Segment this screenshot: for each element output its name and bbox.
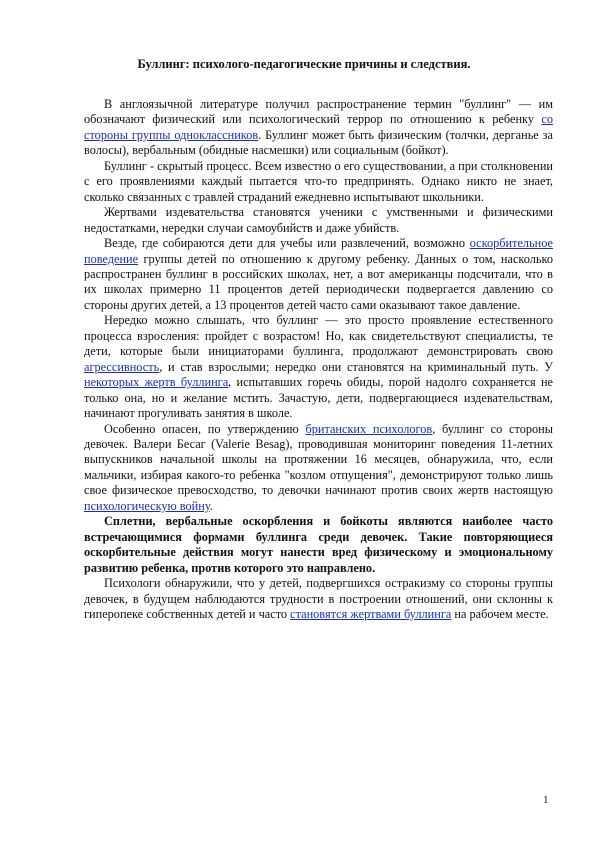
paragraph-text: Нередко можно слышать, что буллинг — это просто проявление естественного процесса взросления: пройдет с возрастом! Но, как свидетельствуют специалисты, те дети, которые были инициаторами буллинга, продолжают демонстрировать свою xyxy=(84,313,553,359)
inline-link[interactable]: психологическую войну xyxy=(84,498,210,513)
paragraph-text: Психологи обнаружили, что у детей, подвергшихся остракизму со стороны группы девочек, в будущем наблюдаются трудности в построении отношений, они склонны к гиперопеке собственных детей и часто xyxy=(84,576,553,621)
page-number: 1 xyxy=(543,794,549,806)
inline-link[interactable]: агрессивность xyxy=(84,359,160,374)
paragraph-text: . xyxy=(209,498,213,513)
inline-link[interactable]: становятся жертвами буллинга xyxy=(290,606,452,621)
paragraph-text: . Буллинг может быть физическим (толчки, дерганье за волосы), вербальным (обидные насмешки) или социальным (бойкот). xyxy=(84,127,553,158)
paragraph-text: , буллинг со стороны девочек. Валери Бесаг (Valerie Besag), проводившая мониторинг поведения 11-летних выпускников начальной школы на протяжении 16 месяцев, обнаружила, что, если мальчики, избирая какого-то ребенка "козлом отпущения", демонстрируют только лишь свое физическое превосходство, то девочки начинают против своих жертв настоящую xyxy=(84,421,553,498)
paragraph-text: Сплетни, вербальные оскорбления и бойкоты являются наиболее часто встречающимися формами буллинга среди девочек. Такие повторяющиеся оскорбительные действия могут нанести вред физическому и эмоциональному развитию ребенка, против которого это направлено. xyxy=(84,514,553,575)
paragraph-text: , испытавших горечь обиды, порой надолго сохраняется не только она, но и желание мстить. Зачастую, дети, подвергающиеся издевательствам, начинают прогуливать занятия в школе. xyxy=(84,375,553,421)
paragraph xyxy=(84,236,553,313)
paragraph-text: на рабочем месте. xyxy=(451,606,549,621)
inline-link[interactable]: оскорбительное поведение xyxy=(84,236,553,266)
paragraph xyxy=(84,205,553,236)
inline-link[interactable]: со стороны группы одноклассников xyxy=(84,112,553,142)
paragraph-text: Везде, где собираются дети для учебы или развлечений, возможно xyxy=(104,236,470,251)
document-title: Буллинг: психолого-педагогические причины и следствия. xyxy=(137,57,471,71)
paragraph-text: , и став взрослыми; нередко они становятся на криминальный путь. У xyxy=(159,359,553,374)
paragraph xyxy=(84,313,553,421)
paragraph-text: В англоязычной литературе получил распространение термин "буллинг" — им обозначают физический или психологический террор по отношению к ребенку xyxy=(84,97,553,127)
inline-link[interactable]: некоторых жертв буллинга xyxy=(84,375,229,390)
paragraph xyxy=(84,576,553,622)
inline-link[interactable]: британских психологов xyxy=(305,421,433,436)
paragraph-text: Жертвами издевательства становятся ученики с умственными и физическими недостатками, нередки случаи самоубийств и даже убийств. xyxy=(84,205,553,235)
paragraph-text: Особенно опасен, по утверждению xyxy=(104,421,306,436)
paragraph xyxy=(84,514,553,576)
paragraph-text: группы детей по отношению к другому ребенку. Данных о том, насколько распространен буллинг в российских школах, нет, а вот американцы подсчитали, что в их школах примерно 11 процентов детей периодически подвергается давлению со стороны других детей, а 13 процентов детей часто сами оказывают такое давление. xyxy=(84,251,553,312)
paragraph xyxy=(84,159,553,205)
document-body xyxy=(84,97,553,622)
paragraph xyxy=(84,97,553,159)
paragraph-text: Буллинг - скрытый процесс. Всем известно о его существовании, а при столкновении с его проявлениями каждый пытается что-то предпринять. Однако никто не знает, сколько связанных с травлей страданий ежедневно испытывают школьники. xyxy=(84,158,553,204)
paragraph xyxy=(84,422,553,515)
